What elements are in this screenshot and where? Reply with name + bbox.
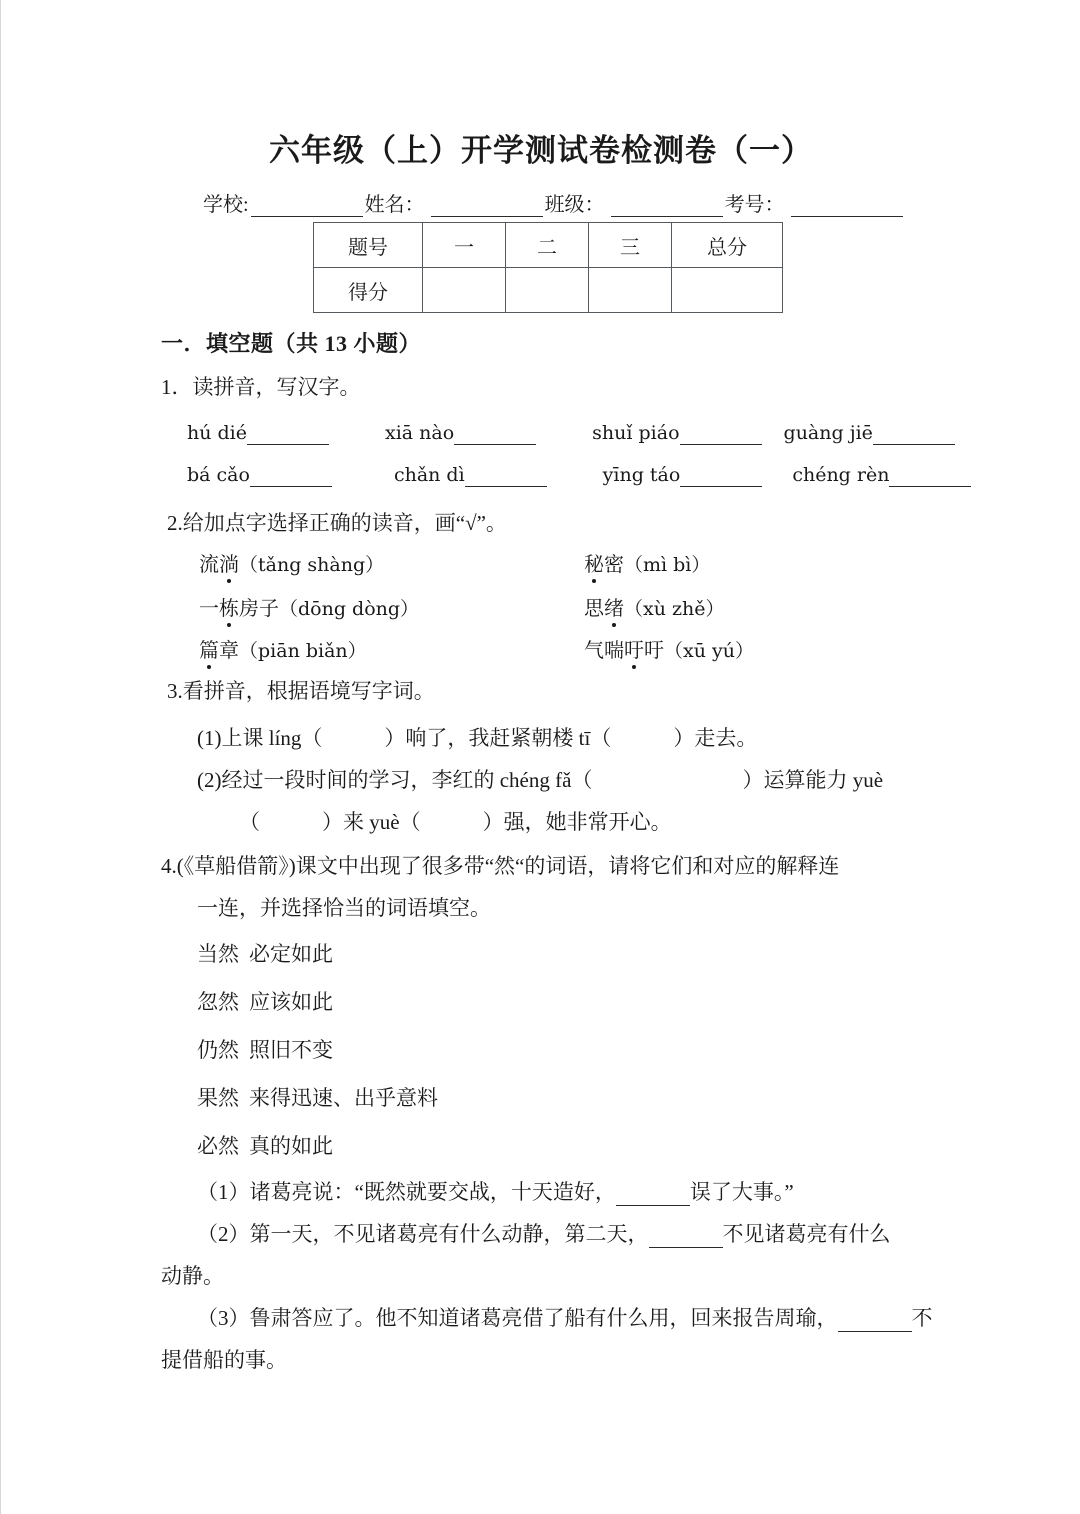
pinyin-guang-jie: guàng jiē xyxy=(783,422,873,444)
question-4-fill-3-cont xyxy=(161,1344,287,1374)
q4-blank-2[interactable] xyxy=(649,1230,723,1248)
q2-word-1-before: 流 xyxy=(199,554,219,576)
answer-blank-7[interactable] xyxy=(680,469,762,487)
pinyin-chan-di: chǎn dì xyxy=(393,464,465,486)
answer-blank-2[interactable] xyxy=(454,427,536,445)
q3-line3-part-a: （ xyxy=(239,810,260,834)
name-field xyxy=(365,188,545,217)
question-3-line-3[interactable] xyxy=(239,806,672,836)
match-word-2[interactable]: 忽然 xyxy=(197,990,239,1014)
pinyin-hu-die: hú dié xyxy=(187,422,247,444)
answer-blank-4[interactable] xyxy=(873,427,955,445)
match-meaning-3[interactable]: 照旧不变 xyxy=(249,1038,333,1062)
q2-options-5[interactable]: （piān biǎn） xyxy=(239,640,367,662)
question-2-text: 给加点字选择正确的读音，画“√”。 xyxy=(182,511,507,535)
exam-number-blank[interactable] xyxy=(791,198,903,217)
match-pair-1[interactable] xyxy=(197,938,333,968)
q3-line2-part-b: ）运算能力 yuè xyxy=(742,768,884,792)
column-header-3: 三 xyxy=(589,223,672,268)
answer-blank-5[interactable] xyxy=(250,469,332,487)
pinyin-xia-nao: xiā nào xyxy=(385,422,455,444)
q4-fill3-part-b: 不 xyxy=(911,1306,933,1330)
match-word-4[interactable]: 果然 xyxy=(197,1086,239,1110)
q2-word-6-dotted-char: 吁 xyxy=(624,634,644,663)
question-2-item-1[interactable] xyxy=(199,548,384,577)
question-4-text-1: (《草船借箭》)课文中出现了很多带“然“的词语，请将它们和对应的解释连 xyxy=(176,854,840,878)
exam-page xyxy=(1,0,1080,1514)
pinyin-ba-cao: bá cǎo xyxy=(187,464,250,486)
question-4-fill-3[interactable] xyxy=(197,1302,933,1332)
name-blank[interactable] xyxy=(431,198,543,217)
answer-blank-3[interactable] xyxy=(680,427,762,445)
column-header-total: 总分 xyxy=(672,223,783,268)
question-3-line-1[interactable] xyxy=(197,722,757,752)
question-4-fill-2-cont xyxy=(161,1260,224,1290)
question-4-prompt-line-1 xyxy=(161,850,839,880)
question-2-item-2[interactable] xyxy=(584,548,710,577)
q4-fill3-part-c: 提借船的事。 xyxy=(161,1348,287,1372)
q2-word-3-dotted-char: 栋 xyxy=(219,592,239,621)
question-4-number: 4. xyxy=(161,854,177,878)
question-4-prompt-line-2 xyxy=(197,892,491,922)
q2-word-5-dotted-char: 篇 xyxy=(199,634,219,663)
question-1-number: 1． xyxy=(161,375,193,399)
q4-fill3-part-a: （3）鲁肃答应了。他不知道诸葛亮借了船有什么用，回来报告周瑜， xyxy=(197,1306,838,1330)
table-row-header xyxy=(314,223,783,268)
q2-options-6[interactable]: （xū yú） xyxy=(664,640,754,662)
score-table xyxy=(313,222,783,313)
section-heading: 一．填空题（共 13 小题） xyxy=(161,331,422,356)
q2-options-3[interactable]: （dōng dòng） xyxy=(279,598,420,620)
pinyin-ying-tao: yīng táo xyxy=(602,464,681,486)
q2-options-1[interactable]: （tǎng shàng） xyxy=(239,554,385,576)
q4-fill2-part-c: 动静。 xyxy=(161,1264,224,1288)
q2-word-6-after: 吁 xyxy=(644,640,664,662)
column-header-1: 一 xyxy=(423,223,506,268)
q2-word-3-before: 一 xyxy=(199,598,219,620)
pinyin-cheng-ren: chéng rèn xyxy=(792,464,890,486)
exam-number-field xyxy=(725,188,905,217)
row-label-score: 得分 xyxy=(314,268,423,313)
match-pair-5[interactable] xyxy=(197,1130,333,1160)
page-title: 六年级（上）开学测试卷检测卷（一） xyxy=(269,133,813,168)
q2-word-4-before: 思 xyxy=(584,598,604,620)
row-label-question-number: 题号 xyxy=(314,223,423,268)
question-2-item-4[interactable] xyxy=(584,592,724,621)
identity-line xyxy=(203,188,903,217)
question-3-line-2[interactable] xyxy=(197,764,883,794)
school-blank[interactable] xyxy=(251,198,363,217)
answer-blank-1[interactable] xyxy=(247,427,329,445)
question-2-item-6[interactable] xyxy=(584,634,754,663)
q3-line1-part-c: ）走去。 xyxy=(673,726,758,750)
answer-blank-6[interactable] xyxy=(465,469,547,487)
question-1-text: 读拼音，写汉字。 xyxy=(192,375,361,399)
q3-line1-part-b: ）响了，我赶紧朝楼 tī（ xyxy=(384,726,612,750)
school-label: 学校: xyxy=(203,194,249,216)
match-pair-4[interactable] xyxy=(197,1082,438,1112)
q2-word-2-after: 密 xyxy=(604,554,624,576)
match-pair-3[interactable] xyxy=(197,1034,333,1064)
q4-fill2-part-b: 不见诸葛亮有什么 xyxy=(722,1222,891,1246)
match-pair-2[interactable] xyxy=(197,986,333,1016)
question-2-item-3[interactable] xyxy=(199,592,419,621)
match-word-1[interactable]: 当然 xyxy=(197,942,239,966)
q4-fill1-part-a: （1）诸葛亮说：“既然就要交战，十天造好， xyxy=(197,1180,616,1204)
q3-line2-part-a: (2)经过一段时间的学习，李红的 chéng fǎ（ xyxy=(197,768,593,792)
score-cell-1[interactable] xyxy=(423,268,506,313)
q2-word-4-dotted-char: 绪 xyxy=(604,592,624,621)
q2-options-2[interactable]: （mì bì） xyxy=(624,554,711,576)
q4-blank-3[interactable] xyxy=(838,1314,912,1332)
question-4-fill-1[interactable] xyxy=(197,1176,794,1206)
q4-fill2-part-a: （2）第一天，不见诸葛亮有什么动静，第二天， xyxy=(197,1222,649,1246)
q2-word-6-before: 气喘 xyxy=(584,640,624,662)
q2-word-2-dotted-char: 秘 xyxy=(584,548,604,577)
class-label: 班级： xyxy=(544,194,605,216)
match-meaning-2[interactable]: 应该如此 xyxy=(249,990,333,1014)
class-blank[interactable] xyxy=(611,198,723,217)
column-header-2: 二 xyxy=(506,223,589,268)
question-2-prompt xyxy=(167,508,507,538)
q3-line3-part-c: ）强，她非常开心。 xyxy=(482,810,672,834)
score-cell-3[interactable] xyxy=(589,268,672,313)
score-cell-2[interactable] xyxy=(506,268,589,313)
q4-fill1-part-b: 误了大事。” xyxy=(689,1180,794,1204)
match-word-3[interactable]: 仍然 xyxy=(197,1038,239,1062)
table-row-score xyxy=(314,268,783,313)
question-1-row-2 xyxy=(187,464,971,487)
q3-line3-part-b: ）来 yuè（ xyxy=(322,810,421,834)
match-meaning-4[interactable]: 来得迅速、出乎意料 xyxy=(249,1086,438,1110)
pinyin-shui-piao: shuǐ piáo xyxy=(592,422,680,444)
q2-options-4[interactable]: （xù zhě） xyxy=(624,598,725,620)
question-2-number: 2. xyxy=(167,511,183,535)
question-2-item-5[interactable] xyxy=(199,634,367,663)
class-field xyxy=(545,188,725,217)
question-3-text: 看拼音，根据语境写字词。 xyxy=(182,679,435,703)
match-meaning-1[interactable]: 必定如此 xyxy=(249,942,333,966)
match-meaning-5[interactable]: 真的如此 xyxy=(249,1134,333,1158)
question-3-prompt xyxy=(167,676,435,706)
question-1-prompt xyxy=(161,372,361,402)
q4-blank-1[interactable] xyxy=(616,1188,690,1206)
school-field xyxy=(203,188,365,217)
question-3-number: 3. xyxy=(167,679,183,703)
question-1-row-1 xyxy=(187,422,955,445)
exam-number-label: 考号： xyxy=(724,194,785,216)
question-4-text-2: 一连，并选择恰当的词语填空。 xyxy=(197,896,491,920)
name-label: 姓名： xyxy=(364,194,425,216)
match-word-5[interactable]: 必然 xyxy=(197,1134,239,1158)
q2-word-1-dotted-char: 淌 xyxy=(219,548,239,577)
q2-word-3-after: 房子 xyxy=(239,598,279,620)
question-4-fill-2[interactable] xyxy=(197,1218,891,1248)
q2-word-5-after: 章 xyxy=(219,640,239,662)
score-cell-total[interactable] xyxy=(672,268,783,313)
answer-blank-8[interactable] xyxy=(889,469,971,487)
q3-line1-part-a: (1)上课 líng（ xyxy=(197,726,323,750)
